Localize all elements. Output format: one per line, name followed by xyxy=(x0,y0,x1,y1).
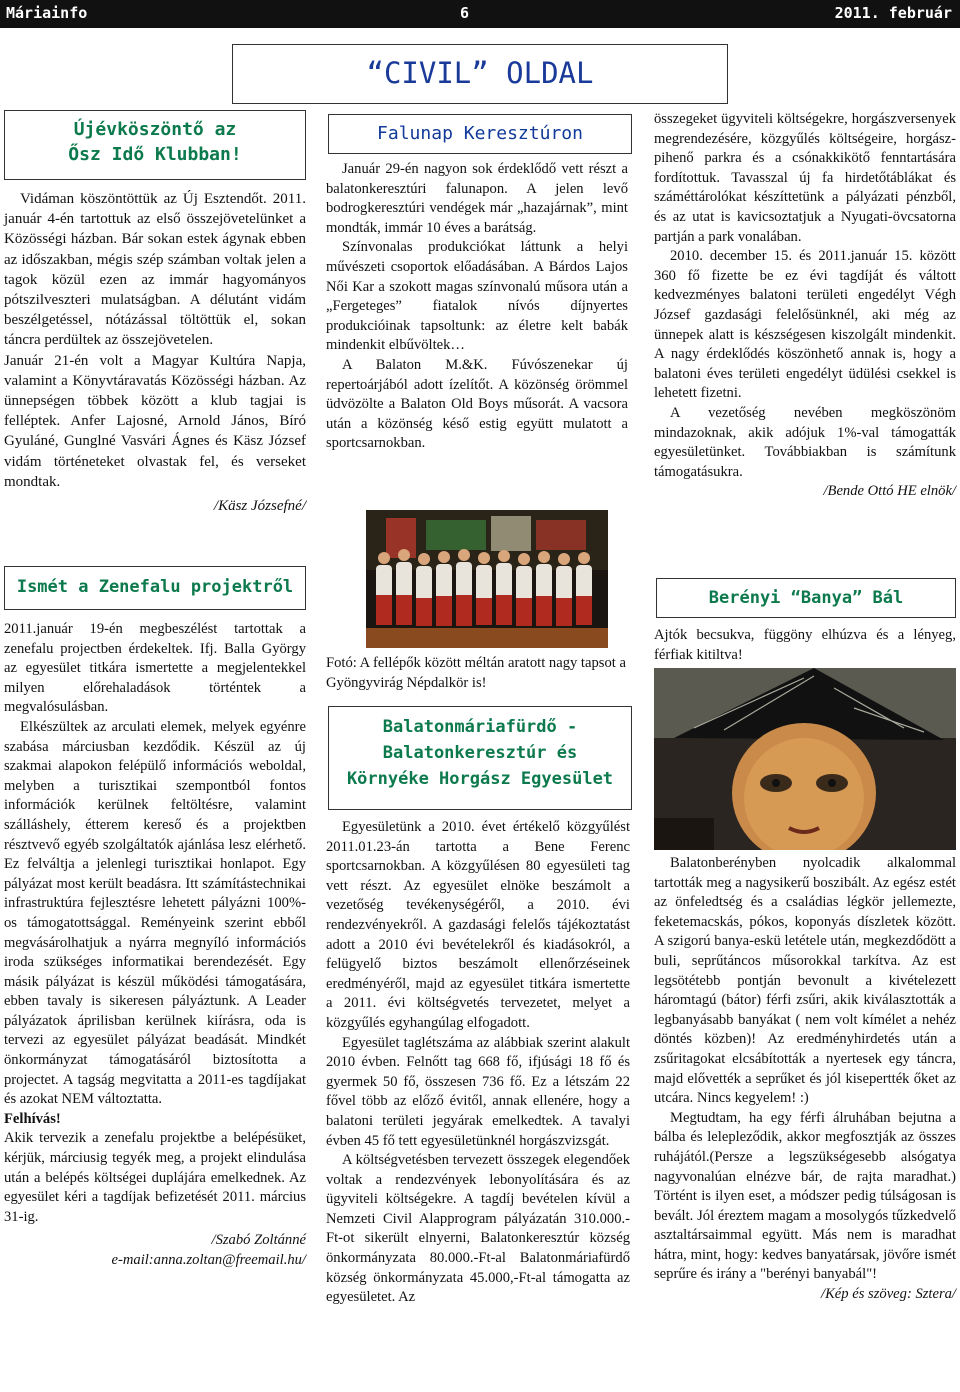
article-horgasz-p1: Egyesületünk a 2010. évet értékelő közgyűlést 2011.01.23-án tartotta a Bene Ferenc sportcsarnokban. A közgyűlésen 80 egyesületi tag vett részt. Az egyesület elnöke beszámolt a vezetőség tevékenységéről, a 2010. évi rendezvényekről. A gazdasági felelős tájékoztatást adott a 2010 évi bevételekről és kiadásokról, a felügyelő biztos beszámolt ellenőrzéseinek eredményéről, majd az egyesület titkára ismertette a 2011. évi költségvetés tervezetet, melyet a közgyűlés egyhangúlag elfogadott. xyxy=(326,819,630,1031)
article-zenefalu-email: e-mail:anna.zoltan@freemail.hu/ xyxy=(111,1252,306,1268)
choir-photo-caption: Fotó: A fellépők között méltán aratott nagy tapsot a Gyöngyvirág Népdalkör is! xyxy=(326,655,626,691)
article-falunap-p3: A Balaton M.&K. Fúvószenekar új repertoárjából adott ízelítőt. A közönség örömmel üdvözölte a Balaton Old Boys műsorát. A vacsora után a közönség késő estig együtt mulatott a sportcsarnokban. xyxy=(326,356,628,452)
header-magazine-name: Máriainfo xyxy=(6,4,88,22)
article-zenefalu-felhivas: Felhívás! xyxy=(4,1110,61,1127)
article-horgasz-continued xyxy=(654,110,956,502)
article-title-box-falunap xyxy=(328,114,632,154)
section-title: “CIVIL” OLDAL xyxy=(366,56,594,90)
article-falunap-body xyxy=(326,160,628,454)
choir-photo xyxy=(366,510,608,648)
article-title-ujev-line2: Ősz Idő Klubban! xyxy=(68,144,242,165)
article-horgasz-cont-p3: A vezetőség nevében megköszönöm mindazoknak, akik adójuk 1%-val támogatták egyesületünket. Továbbiakban is számítunk támogatásukra. xyxy=(654,404,956,480)
article-title-box-horgasz xyxy=(328,706,632,810)
article-falunap-p1: Január 29-én nagyon sok érdeklődő vett részt a balatonkeresztúri falunapon. A jelen levő bodrogkeresztúri vendégek már „hazajárnak”, mint mondták, immár 10 éves a barátság. xyxy=(326,161,628,236)
article-banya-p1: Balatonberényben nyolcadik alkalommal tartották meg a nagysikerű boszibált. Az egész estét az önfeledtség és a családias légkör jellemezte, feketemacskás, pókos, koponyás díszletek között. A szigorú banya-eskü letétele után, megkezdődött a buli, seprűtáncos műsorokkal tarkítva. Az est legsötétebb pontján bevonult a kivételezett háromtagú (bátor) férfi zsűri, akik kiválasztották a legbanyásabb banyákat ( nem volt kímélet a nehéz döntés közben)! Az eredményhirdetés után a zsűritagokat elcsábították a nyertesek egy táncra, majd elővették a seprűket és jól kisepertték őket az utcára. Nincs kegyelem! :) xyxy=(654,855,956,1107)
article-horgasz-body xyxy=(326,818,630,1308)
article-title-falunap: Falunap Keresztúron xyxy=(377,123,583,144)
witch-photo-illustration xyxy=(654,668,956,850)
article-banya-p2: Megtudtam, ha egy férfi álruhában bejutna a bálba és lelepleződik, akkor megfosztják az összes ruhájától.(Persze a legszükségesebb alsógatya nagyvonalúan elnézve bár, de rajta maradhat.) Történt is ilyen eset, a módszer pedig túlságosan is bevált. Jól éreztem magam a mosolygós tűzkedvelő asztaltársaimmal együtt. Más nem is maradhat hátra, mint, hogy: kedves banyatársak, jövőre ismét seprűre és irány a "berényi banyabál"! xyxy=(654,1109,956,1283)
article-zenefalu-signature: /Szabó Zoltánné xyxy=(211,1232,306,1249)
article-horgasz-p3: A költségvetésben tervezett összegek elegendőek voltak a rendezvények lebonyolítására és az ügyviteli költségekre. A tagdíj bevételen kívül a Nemzeti Civil Alapprogram pályázatán 310.000.-Ft-ot sikerült elnyerni, Balatonkeresztúr község önkormányzata 80.000.-Ft-al Balatonmáriafürdő község önkormányzata 45.000,-Ft-al támogatta az egyesületet. Az xyxy=(326,1152,630,1306)
article-title-horgasz-line3: Környéke Horgász Egyesület xyxy=(346,769,614,789)
article-banya-body xyxy=(654,854,956,1305)
article-title-box-banya xyxy=(656,578,956,618)
article-zenefalu-body xyxy=(4,620,306,1271)
article-ujev-body xyxy=(4,189,306,516)
article-falunap-p2: Színvonalas produkciókat láttunk a helyi művészeti csoportok előadásában. A Bárdos Lajos Női Kar a szokott magas színvonalú műsora után a „Fergeteges” fiatalok nívós díjnyertes produkcióinak tapsoltunk: az életre kelt babák mindenkit elbűvöltek… xyxy=(326,239,628,354)
article-title-box-ujev xyxy=(4,110,306,180)
page-header xyxy=(0,0,960,28)
header-page-number: 6 xyxy=(460,4,470,22)
article-title-box-zenefalu xyxy=(4,566,306,610)
article-banya-signature: /Kép és szöveg: Sztera/ xyxy=(821,1286,956,1303)
article-ujev-p1: Vidáman köszöntöttük az Új Esztendőt. 2011. január 4-én tartottuk az első összejövetelünket a Közösségi házban. Bár sokan estek ágynak ebben az időszakban, mégis szép számban voltak jelen a tagok közül ezen az immár hagyományos pótszilveszteri mulatságban. A délutánt vidám beszélgetéssel, nótázással töltöttük el, sokan táncra perdültek az összejövetelen. xyxy=(4,191,306,349)
article-horgasz-signature: /Bende Ottó HE elnök/ xyxy=(823,483,956,500)
section-title-box xyxy=(232,44,728,104)
article-horgasz-cont-p1: összegeket ügyviteli költségekre, horgászversenyek megrendezésére, közgyűlés költségeire, horgász-pihenő parkra és a csónakkikötő fenntartására fordítottuk. Tavasszal új fa hirdetőtáblákat és száméttárolókat készíttetünk a pályázati pénzből, és az utat is kavicsoztatjuk a Nyugati-övcsatorna partján a park vonalában. xyxy=(654,111,956,245)
article-banya-intro: Ajtók becsukva, függöny elhúzva és a lényeg, férfiak kitiltva! xyxy=(654,627,956,663)
article-title-zenefalu: Ismét a Zenefalu projektről xyxy=(16,577,294,597)
article-ujev-signature: /Käsz Józsefné/ xyxy=(213,498,306,515)
article-ujev-p2: Január 21-én volt a Magyar Kultúra Napja, valamint a Könyvtáravatás Közösségi házban. Az ünnepségen többek között a klub tagjai is felléptek. Anfer Lajosné, Arnold János, Bíró Gyuláné, Gunglné Vasvári Ágnes és Käsz József vidám történeteket olvastak fel, és verseket mondtak. xyxy=(4,352,306,490)
article-title-ujev-line1: Újévköszöntő az xyxy=(73,119,237,140)
witch-photo xyxy=(654,668,956,850)
article-horgasz-p2: Egyesület taglétszáma az alábbiak szerint alakult 2010 évben. Felnőtt tag 668 fő, ifjúsági 18 fő és gyermek 50 fő, összesen 736 fő. Ez a létszám 22 fővel több az előző évitől, annak ellenére, hogy a balatoni területi jegyárak emelkedtek. A tavalyi évben 45 fő tett egyesületünknél horgászvizsgát. xyxy=(326,1034,630,1149)
choir-photo-illustration xyxy=(366,510,608,648)
article-title-horgasz-line1: Balatonmáriafürdő - xyxy=(382,717,578,737)
article-zenefalu-p2: Elkészültek az arculati elemek, melyek egyénre szabása márciusban kezdődik. Készül az új szakmai alapokon felépülő információs weboldal, melyben a turisztikai szempontból fontos információk kerülnek feltöltésre, valamint szálláshely, étterem kereső és a projektben résztvevő egyéb szolgáltatók ajánlása lesz elérhető. Ez felváltja a jelenlegi turisztikai honlapot. Egy pályázat most került beadásra. Itt számítástechnikai infrastruktúra fejlesztésre lehetett pályázni 100%-os támogatottsággal. Reményeink szerint ebből megvásárolhatjuk a nyárra megnyíló információs iroda szükséges informatikai berendezését. Egy másik pályázat is készül működési támogatására, ebben tavaly is sikeresen pályáztunk. A Leader pályázatok áprilisban kerülnek kiírásra, oda is tervezi az egyesület pályázat beadását. Mindkét önkormányzat támogatásáról biztosította a projectet. A tagság megvitatta a 2011-es tagdíjakat és azokat NEM változtatta. xyxy=(4,718,306,1108)
article-title-banya: Berényi “Banya” Bál xyxy=(708,588,904,608)
article-horgasz-cont-p2: 2010. december 15. és 2011.január 15. között 360 fő fizette be ez évi tagdíját és váltott kedvezményes balatoni területi engedélyt Végh József gazdasági felelősünknél, aki még az ünnepek alatt is készségesen kiszolgált mindenkit. A nagy érdeklődés köszönhető annak is, hogy a balatoni éves területi engedélyt üdülési csekkel is lehetett fizetni. xyxy=(654,248,956,402)
article-title-horgasz-line2: Balatonkeresztúr és xyxy=(382,743,578,763)
article-zenefalu-p1: 2011.január 19-én megbeszélést tartottak a zenefalu projectben érdekeltek. Ifj. Balla György az egyesület titkára ismertette a megjelentekkel milyen előrehaladások történtek a megvalósulásban. xyxy=(4,621,306,716)
article-zenefalu-p3: Akik tervezik a zenefalu projektbe a belépésüket, kérjük, márciusig tegyék meg, a projekt elindulása után a belépés költségei duplájára emelkednek. Az egyesület kéri a tagdíjak befizetését 2011. március 31-ig. xyxy=(4,1130,306,1225)
header-issue-date: 2011. február xyxy=(834,4,952,22)
